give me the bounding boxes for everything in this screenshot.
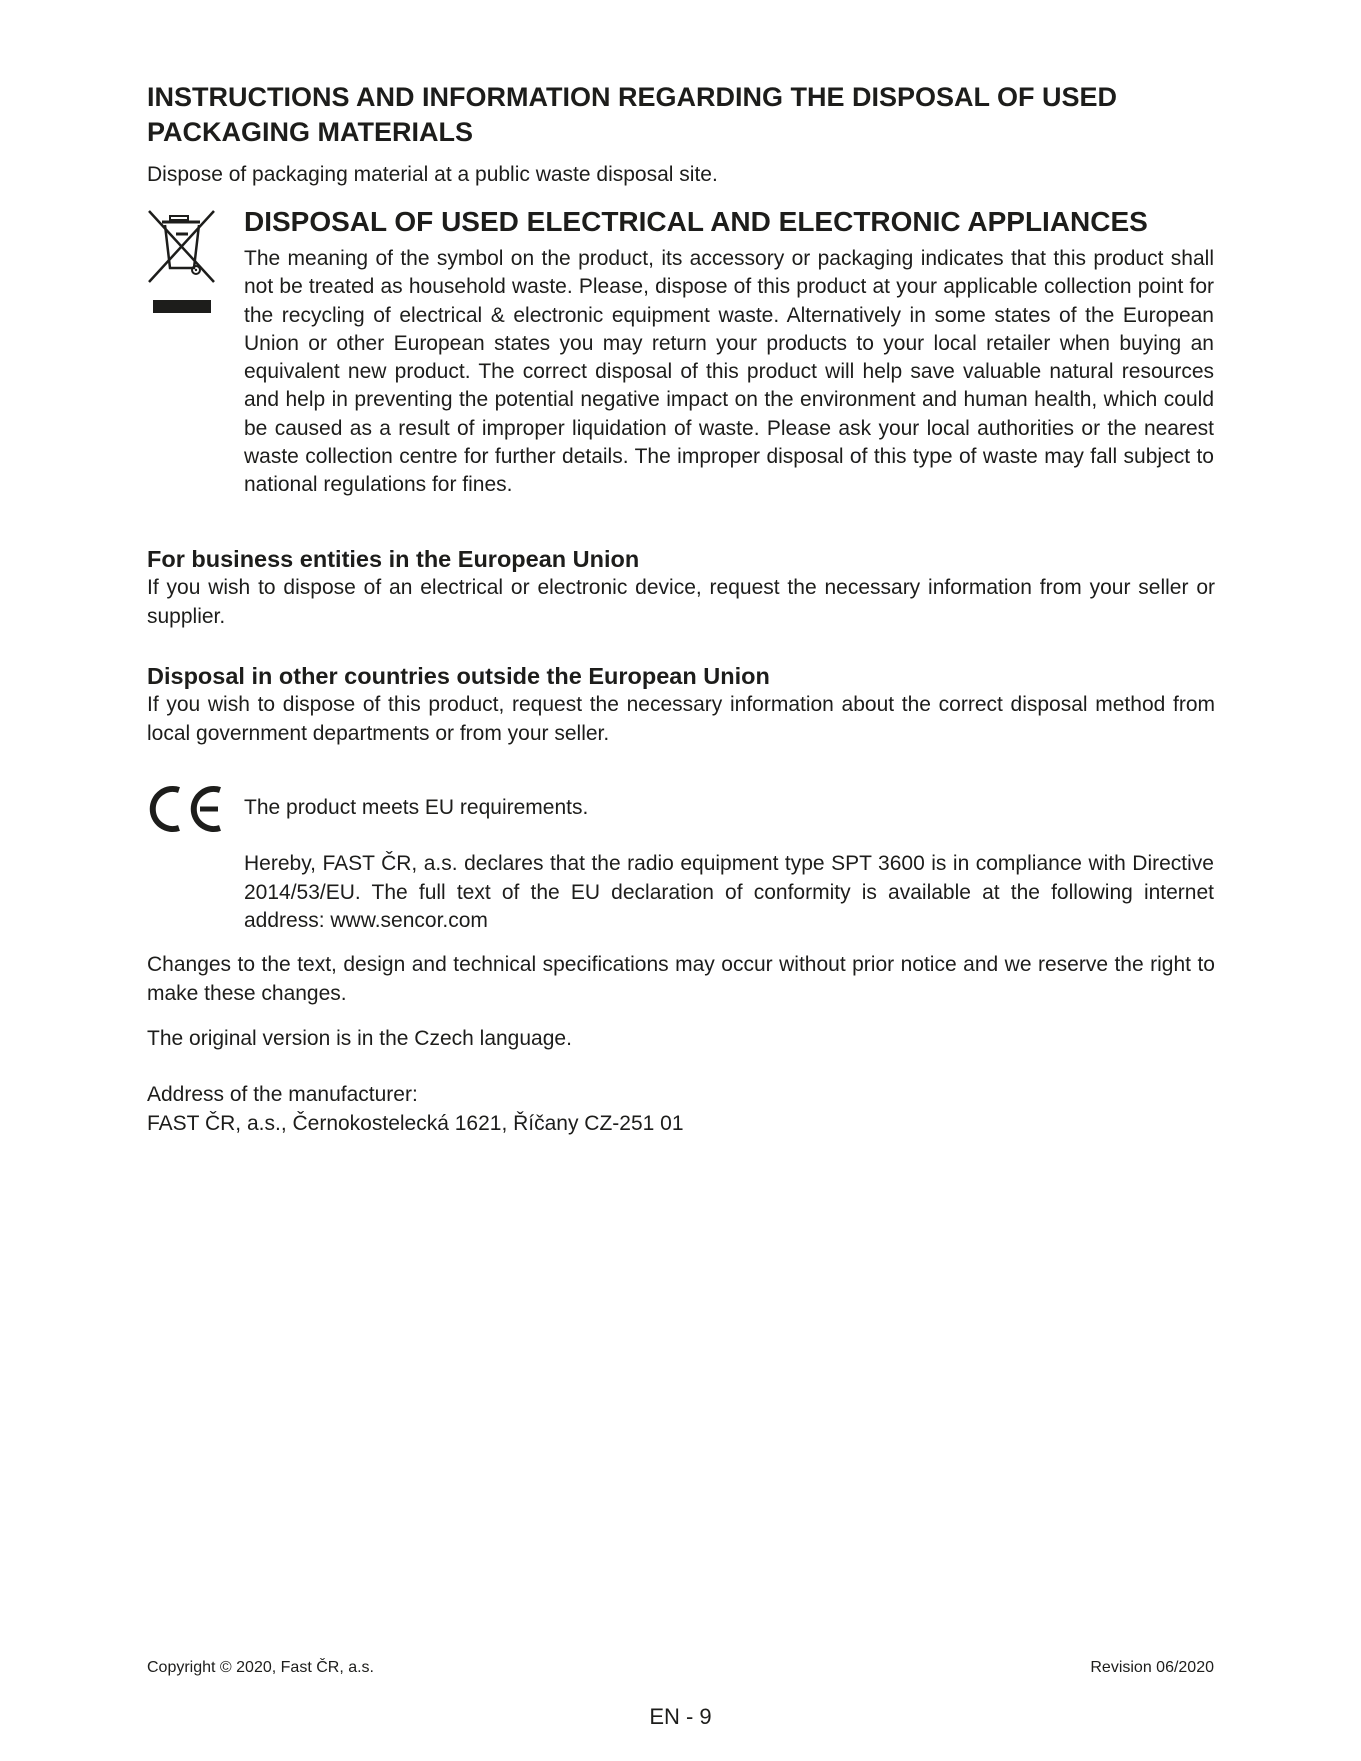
business-heading: For business entities in the European Union bbox=[147, 546, 640, 572]
manufacturer-address: FAST ČR, a.s., Černokostelecká 1621, Říčany CZ-251 01 bbox=[147, 1112, 684, 1135]
outside-eu-paragraph: If you wish to dispose of this product, request the necessary information about the correct disposal method from local government departments or from your seller. bbox=[147, 693, 1215, 745]
copyright: Copyright © 2020, Fast ČR, a.s. bbox=[147, 1659, 374, 1676]
declaration-of-conformity: Hereby, FAST ČR, a.s. declares that the radio equipment type SPT 3600 is in compliance with Directive 2014/53/EU. The full text of the EU declaration of conformity is available at the following internet address: www.sencor.com bbox=[244, 852, 1214, 932]
weee-heading: DISPOSAL OF USED ELECTRICAL AND ELECTRONIC APPLIANCES bbox=[244, 206, 1148, 237]
crossed-out-wheelie-bin-icon bbox=[148, 208, 216, 316]
page-number: EN - 9 bbox=[649, 1704, 712, 1729]
original-language-note: The original version is in the Czech language. bbox=[147, 1027, 572, 1050]
ce-statement: The product meets EU requirements. bbox=[244, 796, 589, 819]
revision: Revision 06/2020 bbox=[1090, 1659, 1214, 1676]
changes-notice: Changes to the text, design and technical specifications may occur without prior notice and we reserve the right to make these changes. bbox=[147, 953, 1215, 1005]
business-paragraph: If you wish to dispose of an electrical or electronic device, request the necessary information from your seller or supplier. bbox=[147, 576, 1215, 628]
outside-eu-heading: Disposal in other countries outside the European Union bbox=[147, 663, 770, 689]
packaging-intro: Dispose of packaging material at a public waste disposal site. bbox=[147, 163, 718, 186]
ce-mark-icon bbox=[148, 784, 224, 834]
manufacturer-label: Address of the manufacturer: bbox=[147, 1083, 418, 1106]
weee-paragraph: The meaning of the symbol on the product, its accessory or packaging indicates that this product shall not be treated as household waste. Please, dispose of this product at your applicable collection point for the recycling of electrical & electronic equipment waste. Alternatively in some states of the European Union or other European states you may return your products to your local retailer when buying an equivalent new product. The correct disposal of this product will help save valuable natural resources and help in preventing the potential negative impact on the environment and human health, which could be caused as a result of improper liquidation of waste. Please ask your local authorities or the nearest waste collection centre for further details. The improper disposal of this type of waste may fall subject to national regulations for fines. bbox=[244, 247, 1214, 497]
page-title: INSTRUCTIONS AND INFORMATION REGARDING THE DISPOSAL OF USED PACKAGING MATERIALS bbox=[147, 82, 1118, 147]
